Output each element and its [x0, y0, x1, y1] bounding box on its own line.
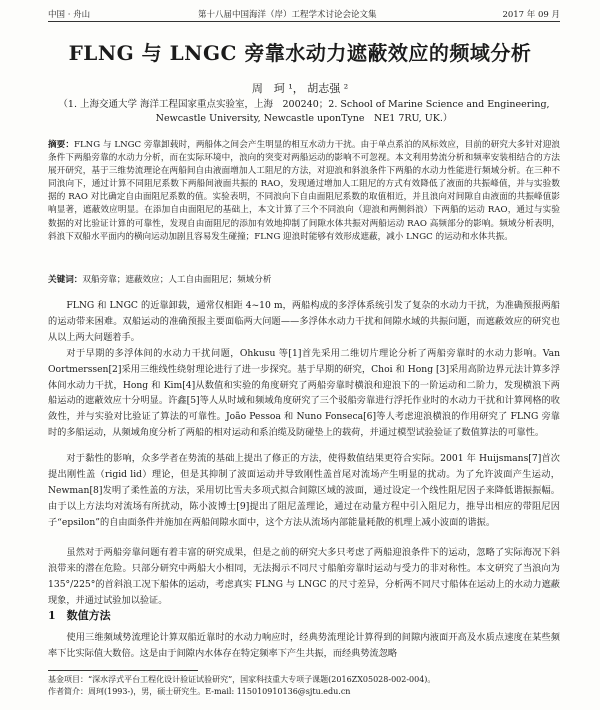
header-rule: [48, 21, 560, 22]
body-block-1: [48, 298, 560, 442]
abstract-text: FLNG 与 LNGC 旁靠卸载时，两船体之间会产生明显的相互水动力干扰。由于单点系泊的风标效应，目前的研究大多针对迎浪条件下两船旁靠的水动力分析，而在实际环境中，浪向的突变对两船运动的影响不可忽视。本文利用势流分析和频率安装相结合的方法展开研究，基于三维势流理论在两船间自由液面增加人工阻尼的方法，对迎浪和斜浪条件下两船的水动力性能进行频域分析。在三种不同浪向下，通过计算不同阻尼系数下两船间液面共振的 RAO，发现通过增加人工阻尼的方式有效降低了液面的共振峰值，并与实验数据的 RAO 对比确定自由面阻尼系数的值。实验表明，不同浪向下自由面阻尼系数的取值相近，并且浪向对间隙自由液面的共振峰值影响显著，遮蔽效应明显。在添加自由面阻尼的基础上，本文计算了三个不同浪向（迎浪和两侧斜浪）下两船的运动 RAO，通过与实验数据的对比验证计算的可靠性，发现自由面阻尼的添加有效地抑制了间隙水体共振对两船运动 RAO 高频部分的影响。频域分析表明，斜浪下双船水平面内的横向运动加剧且容易发生碰撞；FLNG 迎浪时能够有效形成遮蔽，减小 LNGC 的运动和水体共振。: [48, 140, 560, 242]
paragraph-intro: FLNG 和 LNGC 的近靠卸载，通常仅相距 4~10 m，两船构成的多浮体系统引发了复杂的水动力干扰，为准确预报两船的运动带来困难。双船运动的准确预报主要面临两大问题——多浮体水动力干扰和间隙水域的共振问题，而遮蔽效应的研究也从以上两大问题着手。: [48, 300, 560, 343]
abstract: [48, 139, 560, 271]
footnote-author: 作者简介：周珂(1993-)，男，硕士研究生。E-mail: 115010910136@sjtu.edu.cn: [48, 687, 351, 696]
paragraph-viscosity: 对于黏性的影响，众多学者在势流的基础上提出了修正的方法，使得数值结果更符合实际。2001 年 Huijsmans[7]首次提出刚性盖（rigid lid）理论，但是其抑制了波面运动并导致刚性盖首尾对流场产生明显的扰动。为了允许波面产生运动，Newman[8]发明了柔性盖的方法，采用切比雪夫多项式拟合间隙区域的波面，通过设定一个线性阻尼因子来降低谐振振幅。由于以上方法均对流场有所扰动，陈小波博士[9]提出了阻尼盖理论，通过在动量方程中引入阻尼力，推导出相应的带阻尼因子“epsilon”的自由面条件并施加在两船间隙水面中，这个方法从流场内部能量耗散的机理上减小波面的谐振。: [48, 453, 560, 528]
header-proceedings: 第十八届中国海洋（岸）工程学术讨论会论文集: [198, 10, 377, 20]
keywords-text: 双船旁靠；遮蔽效应；人工自由面阻尼；频域分析: [82, 275, 272, 285]
body-block-3: [48, 545, 560, 605]
section-heading: 1 数值方法: [48, 609, 111, 622]
footnote-fund: 基金项目：“深水浮式平台工程化设计验证试验研究”，国家科技重大专项子课题(2016ZX05028-002-004)。: [48, 675, 436, 684]
paragraph-motivation: 虽然对于两船旁靠问题有着丰富的研究成果，但是之前的研究大多只考虑了两船迎浪条件下的运动，忽略了实际海况下斜浪带来的潜在危险。只部分研究中两船大小相同，无法揭示不同尺寸船舶旁靠时运动与受力的非对称性。本文研究了当浪向为 135°/225°的首斜浪工况下船体的运动，考虑真实 FLNG 与 LNGC 的尺寸差异，分析两不同尺寸船体在运动上的水动力遮蔽现象，并通过试验加以验证。: [48, 547, 560, 605]
body-block-4: [48, 630, 560, 662]
keywords-label: 关键词：: [48, 275, 83, 285]
abstract-label: 摘要：: [48, 140, 75, 150]
keywords: [48, 274, 560, 287]
header-location: 中国 · 舟山: [48, 10, 91, 20]
paragraph-method: 使用三维频域势流理论计算双船近靠时的水动力响应时，经典势流理论计算得到的间隙内液面开高及水质点速度在某些频率下比实际值大数倍。这是由于间隙内水体存在特定频率下产生共振，而经典势流忽略: [48, 632, 560, 659]
affiliation-line-2: Newcastle University, Newcastle uponTyne NE1 7RU, UK.）: [155, 113, 453, 124]
header-date: 2017 年 09 月: [502, 10, 560, 20]
paper-title: FLNG 与 LNGC 旁靠水动力遮蔽效应的频域分析: [68, 41, 532, 65]
affiliation-line-1: （1. 上海交通大学 海洋工程国家重点实验室，上海 200240；2. School of Marine Science and Engineering,: [58, 99, 550, 110]
author-line: 周 珂 ¹， 胡志强 ²: [251, 82, 349, 95]
paragraph-history: 对于早期的多浮体间的水动力干扰问题，Ohkusu 等[1]首先采用二维切片理论分析了两船旁靠时的水动力影响。Van Oortmerssen[2]采用三维线性绕射理论进行了进一步探究。基于早期的研究，Choi 和 Hong [3]采用高阶边界元法计算多浮体间水动力干扰，Hong 和 Kim[4]从数值和实验的角度研究了两船旁靠时横浪和迎浪下的一阶运动和二阶力，发现横浪下两船运动的遮蔽效应十分明显。许鑫[5]等人从时域和频域角度研究了三个驳船旁靠进行浮托作业时的水动力干扰和计算网格的收敛性，并与实验对比验证了算法的可靠性。João Pessoa 和 Nuno Fonseca[6]等人考虑迎浪横浪的作用研究了 FLNG 旁靠时的多船运动，从频域角度分析了两船的相对运动和系泊缆及防碰垫上的载荷，并通过模型试验验证了数值算法的可靠性。: [48, 347, 560, 439]
running-header: [48, 8, 560, 20]
footnote-rule: [48, 670, 198, 671]
